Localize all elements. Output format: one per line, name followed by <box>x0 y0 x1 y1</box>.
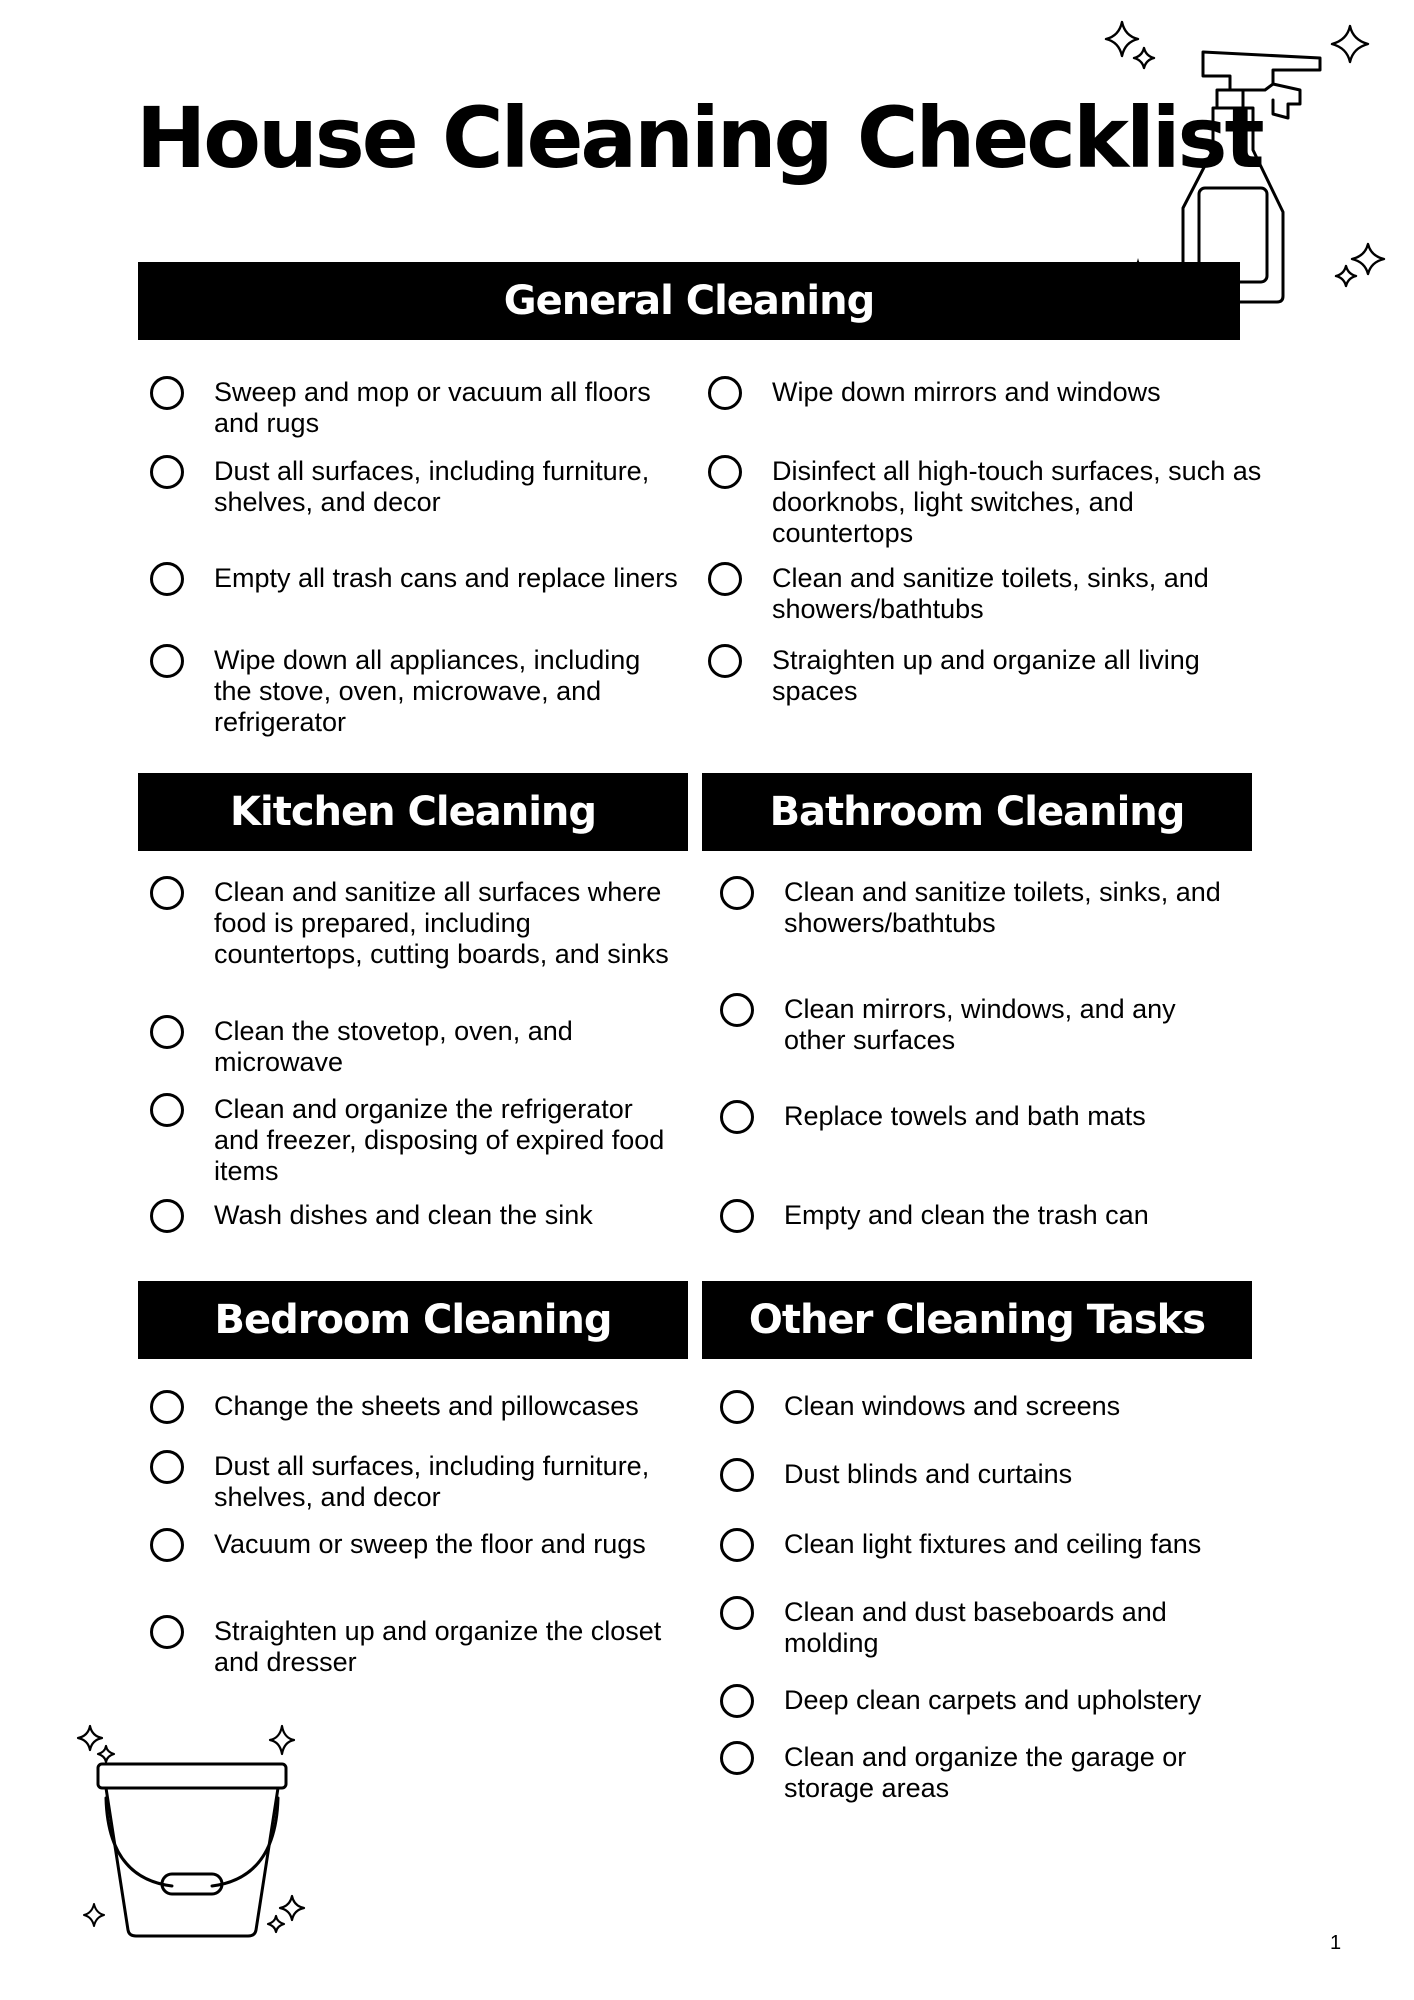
checklist-item-label: Empty and clean the trash can <box>784 1200 1149 1230</box>
section-title: Other Cleaning Tasks <box>748 1297 1206 1343</box>
checklist-item-label: Clean and dust baseboards and molding <box>784 1597 1167 1658</box>
checklist-item[interactable] <box>150 1529 670 1562</box>
checklist-item-label: Disinfect all high-touch surfaces, such as doorknobs, light switches, and countertops <box>772 456 1262 548</box>
checklist-item[interactable] <box>720 1101 1240 1134</box>
checkbox-circle-icon[interactable] <box>150 562 184 596</box>
checklist-item-label: Clean and sanitize all surfaces where food is prepared, including countertops, cutting boards, and sinks <box>214 877 669 969</box>
checkbox-circle-icon[interactable] <box>720 993 754 1027</box>
checkbox-circle-icon[interactable] <box>720 1741 754 1775</box>
checklist-item-label: Clean the stovetop, oven, and microwave <box>214 1016 573 1077</box>
checklist-item[interactable] <box>150 877 670 970</box>
checkbox-circle-icon[interactable] <box>708 455 742 489</box>
checklist-item[interactable] <box>720 1529 1240 1562</box>
checklist-item[interactable] <box>708 645 1268 707</box>
checklist-item-label: Replace towels and bath mats <box>784 1101 1146 1131</box>
checklist-item[interactable] <box>150 1094 670 1187</box>
checklist-item[interactable] <box>720 1685 1240 1718</box>
checkbox-circle-icon[interactable] <box>708 562 742 596</box>
checkbox-circle-icon[interactable] <box>708 644 742 678</box>
page-number: 1 <box>1330 1932 1342 1954</box>
checklist-item-label: Dust all surfaces, including furniture, shelves, and decor <box>214 456 650 517</box>
checklist-item-label: Clean mirrors, windows, and any other surfaces <box>784 994 1176 1055</box>
checklist-item[interactable] <box>150 1391 670 1424</box>
checklist-item[interactable] <box>720 1742 1240 1804</box>
checklist-item[interactable] <box>708 563 1268 625</box>
checkbox-circle-icon[interactable] <box>720 1199 754 1233</box>
sparkle-icon <box>82 1902 106 1928</box>
checklist-item[interactable] <box>150 1451 670 1513</box>
checklist-item-label: Change the sheets and pillowcases <box>214 1391 639 1421</box>
section-title: General Cleaning <box>503 278 875 324</box>
checkbox-circle-icon[interactable] <box>150 1450 184 1484</box>
section-header-general <box>138 262 1240 340</box>
checklist-item-label: Dust blinds and curtains <box>784 1459 1073 1489</box>
checklist-item-label: Straighten up and organize all living spaces <box>772 645 1200 706</box>
section-title: Kitchen Cleaning <box>229 789 597 835</box>
sparkle-icon <box>264 1892 310 1938</box>
checklist-item[interactable] <box>720 994 1240 1056</box>
checkbox-circle-icon[interactable] <box>150 1615 184 1649</box>
checklist-item-label: Empty all trash cans and replace liners <box>214 563 678 593</box>
sparkle-icon <box>74 1722 118 1766</box>
checkbox-circle-icon[interactable] <box>720 1596 754 1630</box>
checklist-item[interactable] <box>150 456 680 518</box>
sparkle-icon <box>266 1722 298 1758</box>
checklist-item[interactable] <box>720 1597 1240 1659</box>
checklist-item-label: Clean and organize the refrigerator and freezer, disposing of expired food items <box>214 1094 665 1186</box>
checklist-item[interactable] <box>720 877 1240 939</box>
checklist-item-label: Sweep and mop or vacuum all floors and rugs <box>214 377 651 438</box>
checklist-item-label: Straighten up and organize the closet and dresser <box>214 1616 662 1677</box>
checklist-item[interactable] <box>720 1391 1240 1424</box>
checklist-item-label: Wash dishes and clean the sink <box>214 1200 593 1230</box>
checkbox-circle-icon[interactable] <box>720 1100 754 1134</box>
checklist-item-label: Clean and sanitize toilets, sinks, and showers/bathtubs <box>772 563 1209 624</box>
checklist-item-label: Dust all surfaces, including furniture, shelves, and decor <box>214 1451 650 1512</box>
checkbox-circle-icon[interactable] <box>720 1528 754 1562</box>
bucket-icon <box>92 1760 292 1940</box>
checkbox-circle-icon[interactable] <box>150 1093 184 1127</box>
checkbox-circle-icon[interactable] <box>150 644 184 678</box>
checkbox-circle-icon[interactable] <box>708 376 742 410</box>
checklist-item[interactable] <box>150 645 680 738</box>
checkbox-circle-icon[interactable] <box>720 1458 754 1492</box>
checkbox-circle-icon[interactable] <box>720 876 754 910</box>
checklist-item[interactable] <box>150 1200 670 1233</box>
checklist-item-label: Wipe down mirrors and windows <box>772 377 1161 407</box>
section-header-kitchen <box>138 773 688 851</box>
sparkle-icon <box>1330 240 1390 296</box>
checkbox-circle-icon[interactable] <box>720 1390 754 1424</box>
checklist-item-label: Clean and sanitize toilets, sinks, and showers/bathtubs <box>784 877 1221 938</box>
checklist-item[interactable] <box>150 377 680 439</box>
checkbox-circle-icon[interactable] <box>150 376 184 410</box>
checkbox-circle-icon[interactable] <box>150 1015 184 1049</box>
checklist-item[interactable] <box>708 456 1268 549</box>
checklist-item-label: Wipe down all appliances, including the stove, oven, microwave, and refrigerator <box>214 645 641 737</box>
checkbox-circle-icon[interactable] <box>720 1684 754 1718</box>
checklist-item[interactable] <box>150 563 680 596</box>
checklist-item-label: Vacuum or sweep the floor and rugs <box>214 1529 646 1559</box>
section-title: Bedroom Cleaning <box>214 1297 612 1343</box>
checklist-item[interactable] <box>150 1016 670 1078</box>
checklist-item[interactable] <box>150 1616 670 1678</box>
checkbox-circle-icon[interactable] <box>150 1390 184 1424</box>
checkbox-circle-icon[interactable] <box>150 1528 184 1562</box>
section-header-other <box>702 1281 1252 1359</box>
sparkle-icon <box>1328 22 1372 66</box>
sparkle-icon <box>1102 18 1172 74</box>
checklist-item-label: Clean and organize the garage or storage areas <box>784 1742 1187 1803</box>
checkbox-circle-icon[interactable] <box>150 1199 184 1233</box>
checklist-item-label: Deep clean carpets and upholstery <box>784 1685 1202 1715</box>
checklist-item-label: Clean light fixtures and ceiling fans <box>784 1529 1202 1559</box>
checklist-item-label: Clean windows and screens <box>784 1391 1121 1421</box>
section-header-bathroom <box>702 773 1252 851</box>
checkbox-circle-icon[interactable] <box>150 876 184 910</box>
checklist-item[interactable] <box>708 377 1268 410</box>
checklist-item[interactable] <box>720 1200 1240 1233</box>
page-title: House Cleaning Checklist <box>136 89 1262 187</box>
checkbox-circle-icon[interactable] <box>150 455 184 489</box>
section-title: Bathroom Cleaning <box>769 789 1185 835</box>
checklist-item[interactable] <box>720 1459 1240 1492</box>
section-header-bedroom <box>138 1281 688 1359</box>
